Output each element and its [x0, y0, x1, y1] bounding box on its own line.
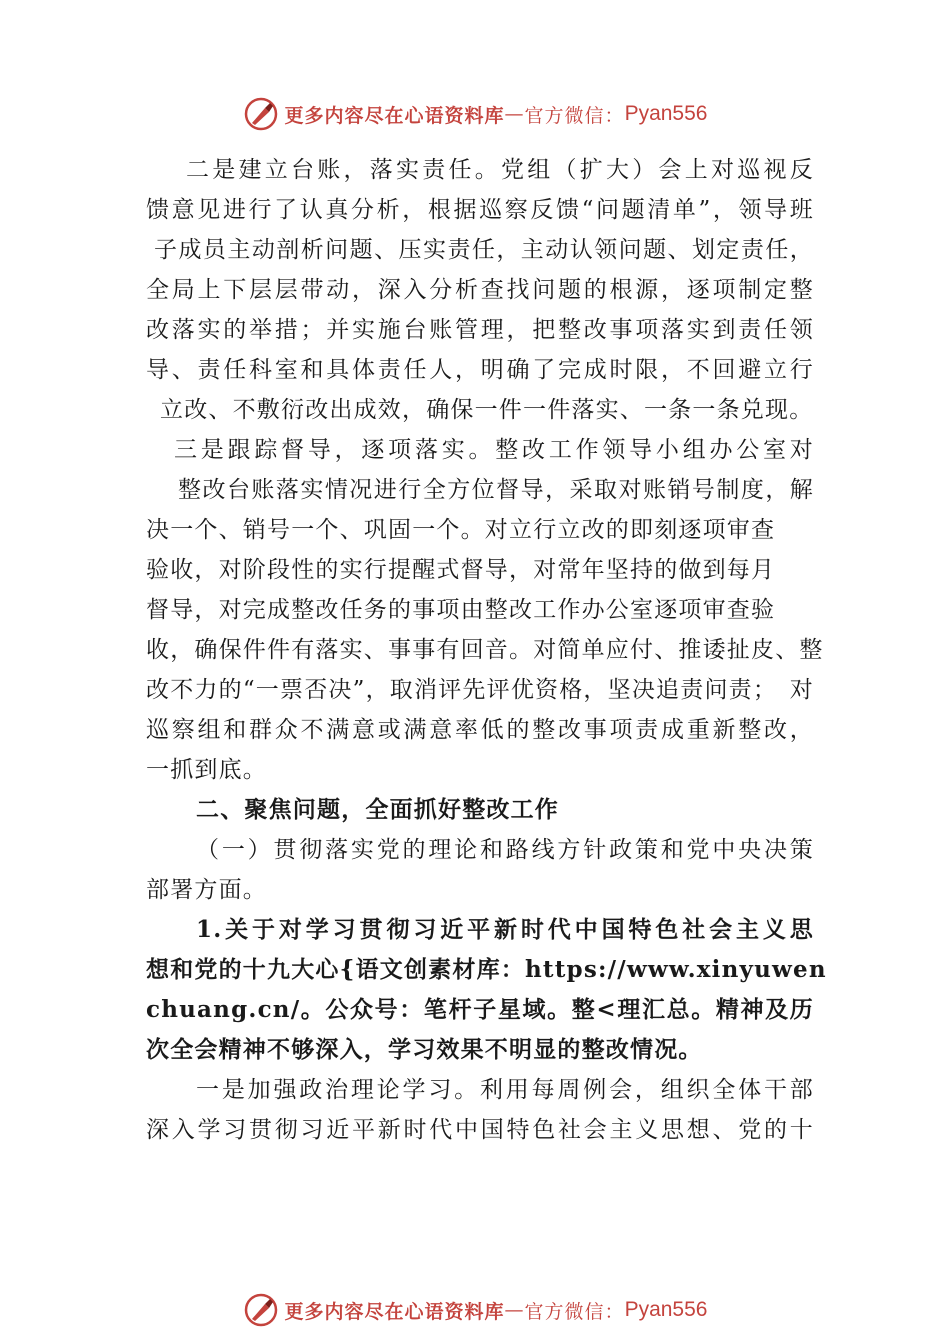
text-line: 导、责任科室和具体责任人，明确了完成时限，不回避立行 [146, 357, 814, 383]
pen-nib-logo [243, 1292, 279, 1328]
pen-nib-logo [243, 96, 279, 132]
text-line: 子成员主动剖析问题、压实责任，主动认领问题、划定责任， [154, 237, 814, 263]
banner-wechat-id: Pyan556 [624, 1298, 708, 1321]
text-line: 全局上下层层带动，深入分析查找问题的根源，逐项制定整 [146, 277, 814, 303]
text-line: 三是跟踪督导，逐项落实。整改工作领导小组办公室对 [174, 437, 814, 463]
text-line: 督导，对完成整改任务的事项由整改工作办公室逐项审查验 [146, 597, 776, 623]
section-heading: 二、聚焦问题，全面抓好整改工作 [196, 797, 559, 823]
banner-wechat-label: 官方微信： [524, 104, 625, 127]
text-line: 改落实的举措；并实施台账管理，把整改事项落实到责任领 [146, 317, 814, 343]
text-line: 二是建立台账，落实责任。党组（扩大）会上对巡视反 [186, 157, 814, 183]
text-line: （一）贯彻落实党的理论和路线方针政策和党中央决策 [196, 837, 814, 863]
banner-wechat-id: Pyan556 [624, 102, 708, 125]
text-line: 巡察组和群众不满意或满意率低的整改事项责成重新整改， [146, 717, 814, 743]
text-line: 一是加强政治理论学习。利用每周例会，组织全体干部 [196, 1077, 814, 1103]
document-body [146, 150, 827, 1150]
text-line: 馈意见进行了认真分析，根据巡察反馈“问题清单”，领导班 [146, 197, 814, 223]
text-line: 次全会精神不够深入，学习效果不明显的整改情况。 [146, 1036, 703, 1063]
footer-banner [0, 1290, 950, 1330]
banner-library-text: 更多内容尽在心语资料库 [284, 1300, 505, 1323]
text-line: chuang.cn/。公众号：笔杆子星域。整<理汇总。精神及历 [146, 996, 814, 1023]
text-line: 决一个、销号一个、巩固一个。对立行立改的即刻逐项审查 [146, 517, 776, 543]
text-line: 想和党的十九大心{语文创素材库：https://www.xinyuwen [146, 956, 827, 983]
text-line: 深入学习贯彻习近平新时代中国特色社会主义思想、党的十 [146, 1117, 814, 1143]
banner-dash: — [504, 1299, 525, 1321]
text-line: 一抓到底。 [146, 757, 267, 783]
text-line: 1.关于对学习贯彻习近平新时代中国特色社会主义思 [196, 916, 814, 943]
header-banner [0, 94, 950, 134]
banner-wechat-label: 官方微信： [524, 1300, 625, 1323]
text-line: 整改台账落实情况进行全方位督导，采取对账销号制度，解 [178, 477, 814, 503]
banner-library-text: 更多内容尽在心语资料库 [284, 104, 505, 127]
text-line: 改不力的“一票否决”，取消评先评优资格，坚决追责问责； 对 [146, 677, 814, 703]
text-line: 验收，对阶段性的实行提醒式督导，对常年坚持的做到每月 [146, 557, 776, 583]
text-line: 部署方面。 [146, 877, 267, 903]
text-line: 立改、不敷衍改出成效，确保一件一件落实、一条一条兑现。 [160, 397, 814, 423]
text-line: 收，确保件件有落实、事事有回音。对简单应付、推诿扯皮、整 [146, 637, 824, 663]
banner-dash: — [504, 103, 525, 125]
